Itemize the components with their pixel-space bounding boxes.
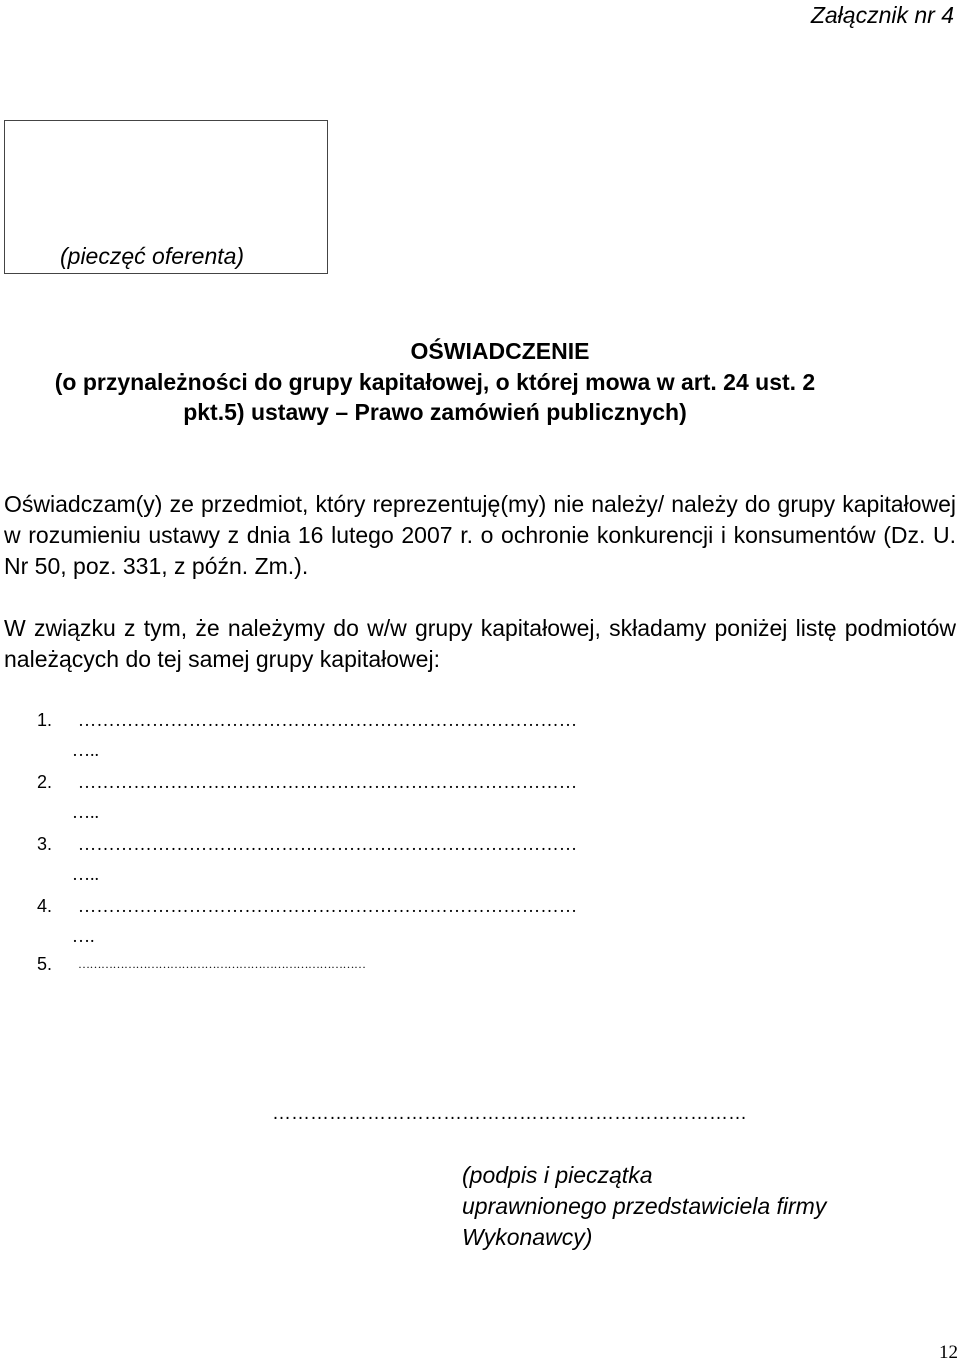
stamp-label: (pieczęć oferenta) (60, 243, 245, 269)
subtitle-line-1: (o przynależności do grupy kapitałowej, o której mowa w art. 24 ust. 2 (54, 369, 816, 395)
document-title: OŚWIADCZENIE (410, 338, 590, 364)
declaration-paragraph: Oświadczam(y) ze przedmiot, który reprezentuję(my) nie należy/ należy do grupy kapitałowej w rozumieniu ustawy z dnia 16 lutego 2007 r. o ochronie konkurencji i konsumentów (Dz. U. Nr 50, poz. 331, z późn. Zm.). (4, 491, 956, 579)
attachment-label: Załącznik nr 4 (810, 2, 954, 28)
list-item-number: 4. (37, 896, 53, 916)
list-item-number: 3. (37, 834, 53, 854)
document-subtitle (40, 367, 830, 427)
list-item-fill-line: ……………………………………………………………………… (78, 772, 578, 792)
list-item-number: 2. (37, 772, 53, 792)
signature-label-line-2: uprawnionego przedstawiciela firmy (462, 1193, 827, 1219)
list-item-fill-continuation: ….. (72, 802, 99, 822)
list-item-fill-line: ………………………………………………………………… (78, 957, 366, 971)
signature-label (462, 1160, 826, 1253)
list-item-number: 1. (37, 710, 53, 730)
list-item-fill-line: ……………………………………………………………………… (78, 834, 578, 854)
list-item-fill-continuation: …. (72, 926, 95, 946)
list-item-fill-continuation: ….. (72, 740, 99, 760)
list-item-number: 5. (37, 954, 53, 974)
list-item-fill-line: ……………………………………………………………………… (78, 710, 578, 730)
signature-line: ………………………………………………………………… (272, 1103, 747, 1124)
list-item-fill-continuation: ….. (72, 864, 99, 884)
signature-label-line-3: Wykonawcy) (462, 1224, 593, 1250)
signature-label-line-1: (podpis i pieczątka (462, 1162, 653, 1188)
page-number: 12 (939, 1342, 958, 1363)
group-list-intro-paragraph: W związku z tym, że należymy do w/w grupy kapitałowej, składamy poniżej listę podmiotów należących do tej samej grupy kapitałowej: (4, 615, 956, 672)
list-item-fill-line: ……………………………………………………………………… (78, 896, 578, 916)
subtitle-line-2: pkt.5) ustawy – Prawo zamówień publicznych) (183, 399, 687, 425)
